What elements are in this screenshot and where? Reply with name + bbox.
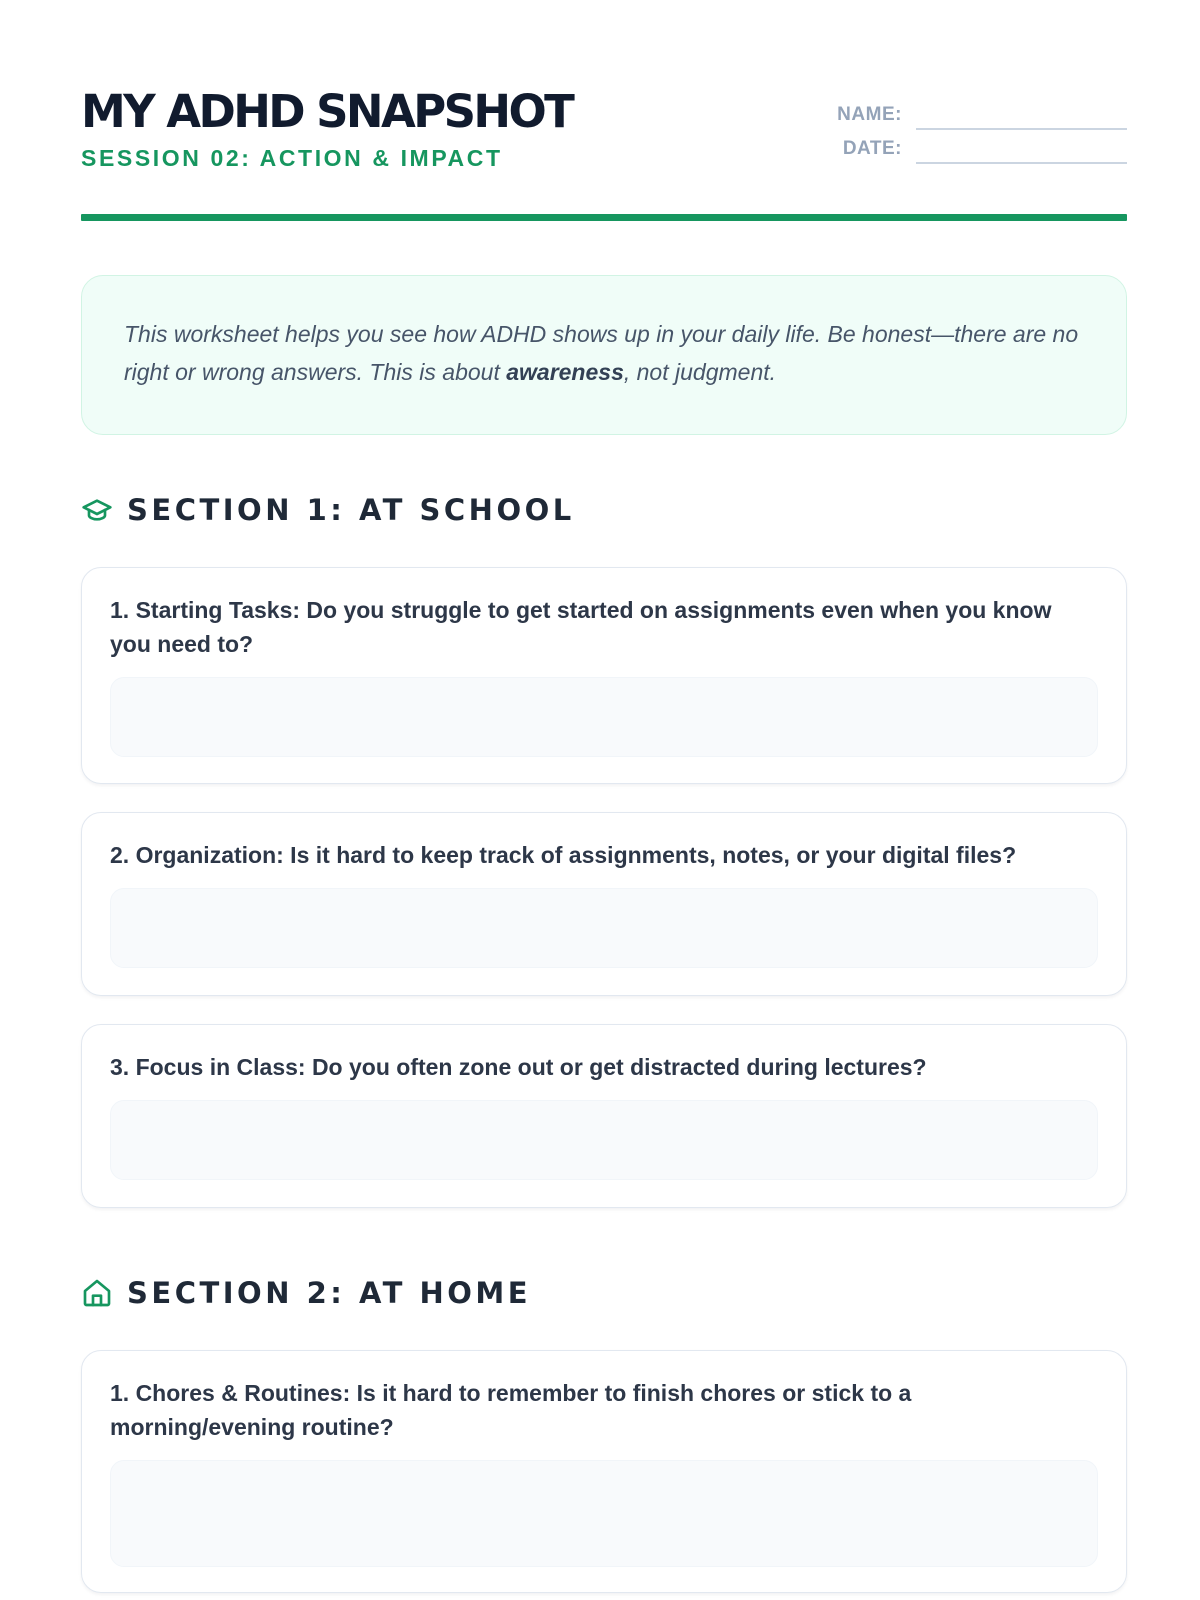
- question-card: [81, 1350, 1127, 1593]
- intro-text: [124, 315, 1084, 391]
- answer-field[interactable]: [110, 1100, 1098, 1180]
- question-text: 1. Chores & Routines: Is it hard to remember to finish chores or stick to a morning/evening routine?: [110, 1380, 912, 1440]
- name-field[interactable]: [916, 100, 1127, 130]
- name-row: [827, 96, 1127, 130]
- intro-text-after: , not judgment.: [623, 359, 777, 385]
- intro-box: [81, 275, 1127, 435]
- name-label: NAME:: [837, 104, 902, 125]
- page-title: MY ADHD SNAPSHOT: [81, 85, 573, 138]
- question-card: [81, 1024, 1127, 1208]
- graduation-cap-icon: [81, 494, 113, 526]
- section-title: SECTION 2: AT HOME: [127, 1276, 532, 1310]
- question-card: [81, 567, 1127, 784]
- question-text: 1. Starting Tasks: Do you struggle to get started on assignments even when you know you need to?: [110, 597, 1052, 657]
- question-text: 2. Organization: Is it hard to keep track of assignments, notes, or your digital files?: [110, 842, 1017, 868]
- question-card: [81, 812, 1127, 996]
- section-header-home: [81, 1273, 531, 1313]
- date-row: [827, 130, 1127, 164]
- session-subtitle: SESSION 02: ACTION & IMPACT: [81, 145, 503, 171]
- answer-field[interactable]: [110, 677, 1098, 757]
- header-divider: [81, 214, 1127, 221]
- home-icon: [81, 1277, 113, 1309]
- date-field[interactable]: [916, 134, 1127, 164]
- answer-field[interactable]: [110, 888, 1098, 968]
- worksheet-header: [81, 0, 1127, 222]
- section-header-school: [81, 490, 575, 530]
- date-label: DATE:: [842, 138, 902, 159]
- answer-field[interactable]: [110, 1460, 1098, 1567]
- section-title: SECTION 1: AT SCHOOL: [127, 493, 575, 527]
- intro-text-before: This worksheet helps you see how ADHD shows up in your daily life. Be honest—there are no right or wrong answers. This is about: [124, 321, 1079, 385]
- name-date-fields: [827, 96, 1127, 164]
- intro-text-bold: awareness: [506, 359, 624, 385]
- question-text: 3. Focus in Class: Do you often zone out or get distracted during lectures?: [110, 1054, 927, 1080]
- worksheet-page: [81, 0, 1127, 1440]
